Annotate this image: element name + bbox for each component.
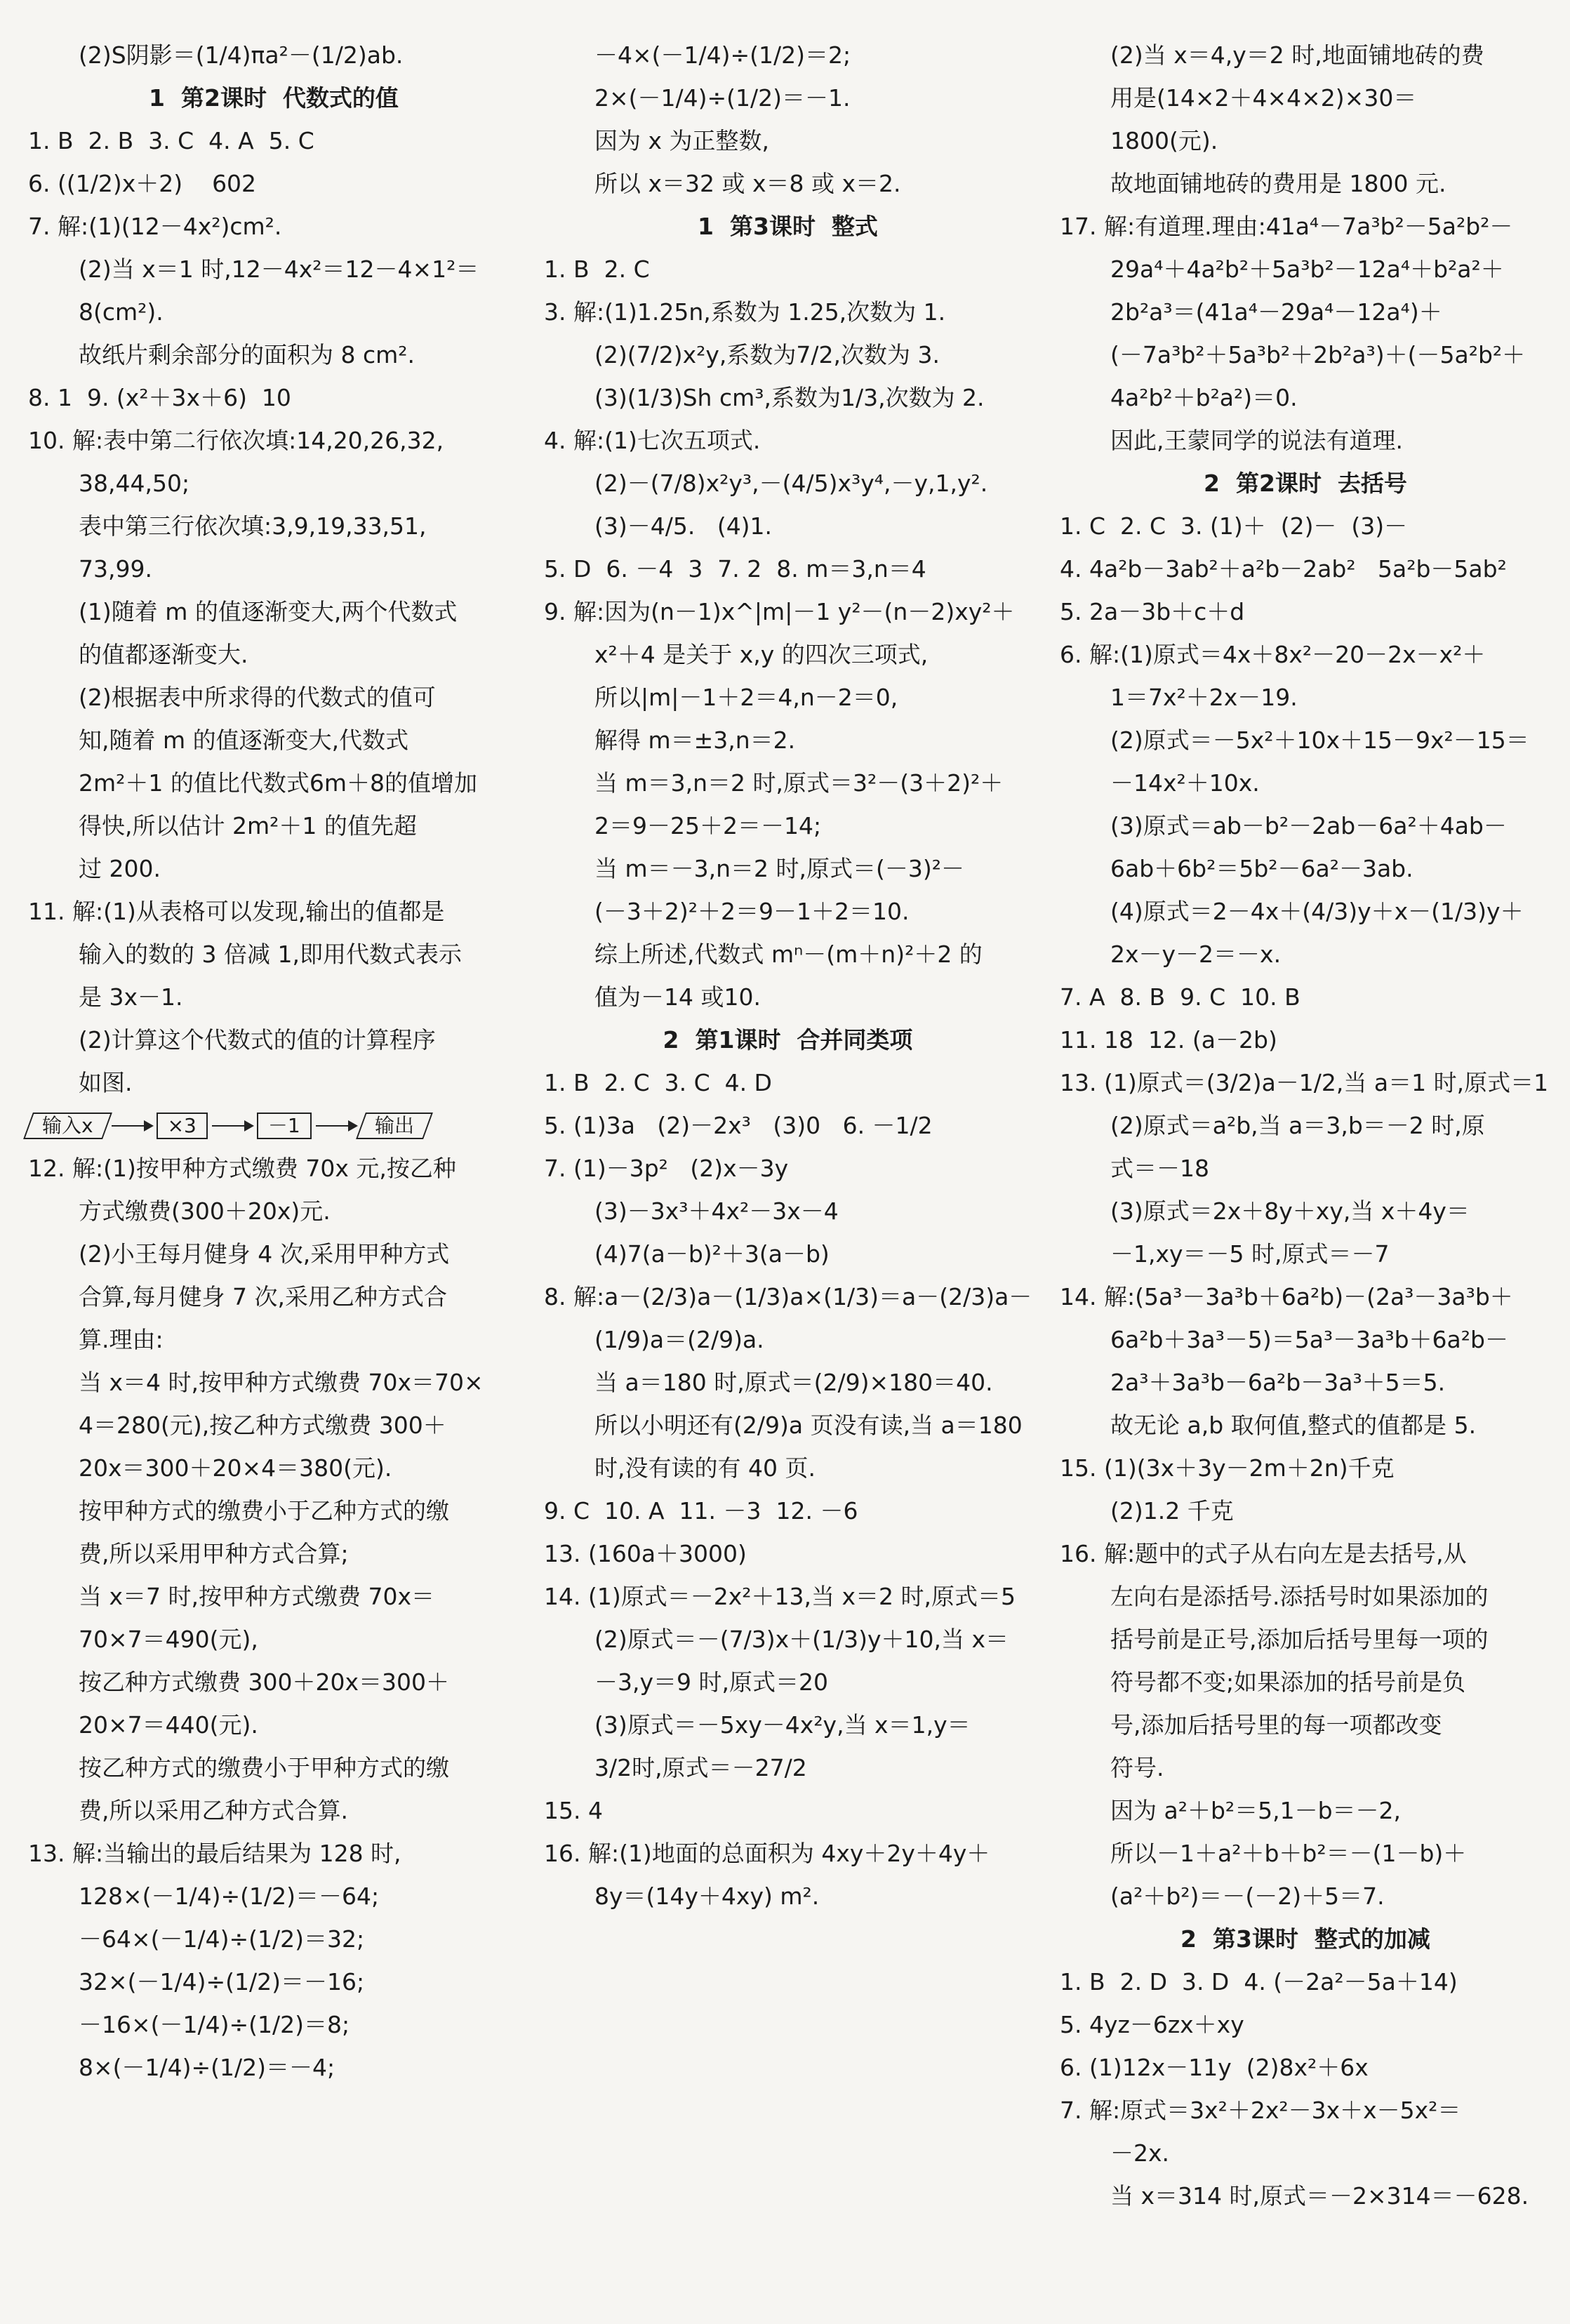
answer-line: 8. 解:a－(2/3)a－(1/3)a×(1/3)＝a－(2/3)a－ bbox=[544, 1283, 1032, 1310]
answer-line: 当 x＝314 时,原式＝－2×314＝－628. bbox=[1110, 2182, 1529, 2210]
answer-line: 2b²a³＝(41a⁴－29a⁴－12a⁴)＋ bbox=[1110, 298, 1442, 326]
answer-line: 当 m＝－3,n＝2 时,原式＝(－3)²－ bbox=[594, 855, 964, 882]
answer-line: 按乙种方式缴费 300＋20x＝300＋ bbox=[79, 1668, 449, 1696]
answer-line: 所以－1＋a²＋b＋b²＝－(1－b)＋ bbox=[1110, 1840, 1467, 1867]
answer-line: 2x－y－2＝－x. bbox=[1110, 941, 1282, 968]
section-heading: 2 第2课时 去括号 bbox=[1204, 470, 1407, 497]
answer-line: 因为 a²＋b²＝5,1－b＝－2, bbox=[1110, 1797, 1402, 1824]
answer-line: 17. 解:有道理.理由:41a⁴－7a³b²－5a²b²－ bbox=[1060, 213, 1513, 240]
answer-line: 5. 2a－3b＋c＋d bbox=[1060, 598, 1245, 625]
answer-line: 是 3x－1. bbox=[79, 983, 183, 1011]
answer-line: 2＝9－25＋2＝－14; bbox=[594, 812, 822, 839]
answer-line: 解得 m＝±3,n＝2. bbox=[594, 726, 796, 754]
answer-line: 8y＝(14y＋4xy) m². bbox=[594, 1883, 820, 1910]
flow-input-box-label: 输入x bbox=[42, 1113, 93, 1137]
flow-output-box bbox=[356, 1113, 433, 1139]
answer-line: 的值都逐渐变大. bbox=[79, 641, 248, 668]
flow-arrow bbox=[316, 1125, 357, 1127]
section-heading: 2 第3课时 整式的加减 bbox=[1180, 1925, 1430, 1953]
answer-line: 1. B 2. B 3. C 4. A 5. C bbox=[28, 127, 314, 154]
answer-line: 6. (1)12x－11y (2)8x²＋6x bbox=[1060, 2054, 1369, 2081]
answer-line: (3)－4/5. (4)1. bbox=[594, 512, 773, 540]
answer-line: 输入的数的 3 倍减 1,即用代数式表示 bbox=[79, 941, 462, 968]
answer-line: 因为 x 为正整数, bbox=[594, 127, 769, 154]
answer-line: 15. 4 bbox=[544, 1797, 603, 1824]
answer-line: (2)(7/2)x²y,系数为7/2,次数为 3. bbox=[594, 341, 940, 368]
answer-line: 10. 解:表中第二行依次填:14,20,26,32, bbox=[28, 427, 444, 454]
answer-line: 13. (1)原式＝(3/2)a－1/2,当 a＝1 时,原式＝1 bbox=[1060, 1069, 1549, 1096]
answer-line: 故地面铺地砖的费用是 1800 元. bbox=[1110, 170, 1446, 197]
column-left bbox=[28, 34, 519, 2089]
answer-line: (2)计算这个代数式的值的计算程序 bbox=[79, 1026, 436, 1054]
answer-line: 6a²b＋3a³－5)＝5a³－3a³b＋6a²b－ bbox=[1110, 1326, 1508, 1353]
answer-line: 6. ((1/2)x＋2) 602 bbox=[28, 170, 257, 197]
answer-line: 13. (160a＋3000) bbox=[544, 1540, 747, 1567]
answer-line: 16. 解:(1)地面的总面积为 4xy＋2y＋4y＋ bbox=[544, 1840, 990, 1867]
answer-line: 70×7＝490(元), bbox=[79, 1626, 258, 1653]
answer-line: 合算,每月健身 7 次,采用乙种方式合 bbox=[79, 1283, 447, 1310]
answer-line: 所以小明还有(2/9)a 页没有读,当 a＝180 bbox=[594, 1412, 1023, 1439]
answer-line: 费,所以采用甲种方式合算; bbox=[79, 1540, 349, 1567]
answer-line: 4. 解:(1)七次五项式. bbox=[544, 427, 761, 454]
answer-line: (2)小王每月健身 4 次,采用甲种方式 bbox=[79, 1240, 450, 1268]
answer-line: 128×(－1/4)÷(1/2)＝－64; bbox=[79, 1883, 380, 1910]
answer-line: (－3＋2)²＋2＝9－1＋2＝10. bbox=[594, 898, 910, 925]
answer-line: 20×7＝440(元). bbox=[79, 1711, 258, 1739]
flow-multiply-box-label: ×3 bbox=[167, 1113, 197, 1137]
answer-line: 38,44,50; bbox=[79, 470, 190, 497]
section-heading: 1 第3课时 整式 bbox=[698, 213, 878, 240]
answer-line: －4×(－1/4)÷(1/2)＝2; bbox=[594, 41, 851, 69]
section-heading: 1 第2课时 代数式的值 bbox=[149, 84, 399, 112]
answer-line: 过 200. bbox=[79, 855, 161, 882]
answer-line: 按乙种方式的缴费小于甲种方式的缴 bbox=[79, 1754, 449, 1781]
answer-line: (4)7(a－b)²＋3(a－b) bbox=[594, 1240, 830, 1268]
answer-line: 所以 x＝32 或 x＝8 或 x＝2. bbox=[594, 170, 901, 197]
answer-line: (3)(1/3)Sh cm³,系数为1/3,次数为 2. bbox=[594, 384, 985, 411]
answer-line: 7. 解:原式＝3x²＋2x²－3x＋x－5x²＝ bbox=[1060, 2097, 1461, 2124]
answer-line: 9. 解:因为(n－1)x^|m|－1 y²－(n－2)xy²＋ bbox=[544, 598, 1015, 625]
answer-line: 符号都不变;如果添加的括号前是负 bbox=[1110, 1668, 1466, 1696]
answer-line: 7. A 8. B 9. C 10. B bbox=[1060, 983, 1300, 1011]
answer-line: 1800(元). bbox=[1110, 127, 1218, 154]
answer-line: 用是(14×2＋4×4×2)×30＝ bbox=[1110, 84, 1417, 112]
answer-line: (2)根据表中所求得的代数式的值可 bbox=[79, 684, 436, 711]
answer-line: 当 m＝3,n＝2 时,原式＝3²－(3＋2)²＋ bbox=[594, 769, 1004, 797]
answer-line: (2)当 x＝4,y＝2 时,地面铺地砖的费 bbox=[1110, 41, 1484, 69]
answer-line: (2)原式＝－5x²＋10x＋15－9x²－15＝ bbox=[1110, 726, 1529, 754]
flow-input-box bbox=[23, 1113, 112, 1139]
flow-output-box-label: 输出 bbox=[374, 1113, 414, 1137]
answer-line: －1,xy＝－5 时,原式＝－7 bbox=[1110, 1240, 1390, 1268]
answer-line: －14x²＋10x. bbox=[1110, 769, 1260, 797]
answer-line: 故纸片剩余部分的面积为 8 cm². bbox=[79, 341, 415, 368]
answer-line: －16×(－1/4)÷(1/2)＝8; bbox=[79, 2011, 350, 2038]
answer-line: 4＝280(元),按乙种方式缴费 300＋ bbox=[79, 1412, 446, 1439]
answer-line: 按甲种方式的缴费小于乙种方式的缴 bbox=[79, 1497, 449, 1525]
answer-line: 7. (1)－3p² (2)x－3y bbox=[544, 1155, 789, 1182]
answer-line: 括号前是正号,添加后括号里每一项的 bbox=[1110, 1626, 1489, 1653]
answer-line: －3,y＝9 时,原式＝20 bbox=[594, 1668, 828, 1696]
answer-line: 左向右是添括号.添括号时如果添加的 bbox=[1110, 1583, 1489, 1610]
answer-line: 14. 解:(5a³－3a³b＋6a²b)－(2a³－3a³b＋ bbox=[1060, 1283, 1513, 1310]
answer-line: (4)原式＝2－4x＋(4/3)y＋x－(1/3)y＋ bbox=[1110, 898, 1524, 925]
answer-line: 8. 1 9. (x²＋3x＋6) 10 bbox=[28, 384, 291, 411]
answer-line: (2)原式＝a²b,当 a＝3,b＝－2 时,原 bbox=[1110, 1112, 1485, 1139]
answer-line: 5. 4yz－6zx＋xy bbox=[1060, 2011, 1244, 2038]
answer-line: (2)1.2 千克 bbox=[1110, 1497, 1234, 1525]
answer-line: 15. (1)(3x＋3y－2m＋2n)千克 bbox=[1060, 1454, 1395, 1482]
answer-line: 11. 18 12. (a－2b) bbox=[1060, 1026, 1277, 1054]
answer-line: 9. C 10. A 11. －3 12. －6 bbox=[544, 1497, 858, 1525]
answer-line: 符号. bbox=[1110, 1754, 1164, 1781]
calculation-flowchart bbox=[28, 1104, 519, 1147]
answer-line: 2a³＋3a³b－6a²b－3a³＋5＝5. bbox=[1110, 1369, 1446, 1396]
answer-line: 当 a＝180 时,原式＝(2/9)×180＝40. bbox=[594, 1369, 993, 1396]
answer-line: 6. 解:(1)原式＝4x＋8x²－20－2x－x²＋ bbox=[1060, 641, 1486, 668]
answer-line: 综上所述,代数式 mⁿ－(m＋n)²＋2 的 bbox=[594, 941, 983, 968]
flow-arrow bbox=[112, 1125, 152, 1127]
answer-line: 3. 解:(1)1.25n,系数为 1.25,次数为 1. bbox=[544, 298, 946, 326]
answer-line: 5. D 6. －4 3 7. 2 8. m＝3,n＝4 bbox=[544, 555, 926, 583]
answer-line: 32×(－1/4)÷(1/2)＝－16; bbox=[79, 1968, 365, 1996]
answer-line: (3)原式＝－5xy－4x²y,当 x＝1,y＝ bbox=[594, 1711, 971, 1739]
answer-line: 4a²b²＋b²a²)＝0. bbox=[1110, 384, 1298, 411]
answer-line: 8(cm²). bbox=[79, 298, 164, 326]
answer-line: (2)－(7/8)x²y³,－(4/5)x³y⁴,－y,1,y². bbox=[594, 470, 988, 497]
answer-line: 时,没有读的有 40 页. bbox=[594, 1454, 816, 1482]
answer-line: 8×(－1/4)÷(1/2)＝－4; bbox=[79, 2054, 335, 2081]
answer-line: 2×(－1/4)÷(1/2)＝－1. bbox=[594, 84, 851, 112]
answer-line: 当 x＝4 时,按甲种方式缴费 70x＝70× bbox=[79, 1369, 484, 1396]
answer-line: －2x. bbox=[1110, 2139, 1170, 2167]
answer-line: 1＝7x²＋2x－19. bbox=[1110, 684, 1298, 711]
answer-line: 73,99. bbox=[79, 555, 152, 583]
answer-line: 20x＝300＋20×4＝380(元). bbox=[79, 1454, 392, 1482]
answer-line: 知,随着 m 的值逐渐变大,代数式 bbox=[79, 726, 409, 754]
flow-multiply-box bbox=[157, 1113, 208, 1139]
answer-line: (3)－3x³＋4x²－3x－4 bbox=[594, 1197, 839, 1225]
answer-line: 29a⁴＋4a²b²＋5a³b²－12a⁴＋b²a²＋ bbox=[1110, 255, 1504, 283]
answer-line: x²＋4 是关于 x,y 的四次三项式, bbox=[594, 641, 929, 668]
answer-line: 1. B 2. D 3. D 4. (－2a²－5a＋14) bbox=[1060, 1968, 1458, 1996]
answer-line: 5. (1)3a (2)－2x³ (3)0 6. －1/2 bbox=[544, 1112, 933, 1139]
answer-line: (2)原式＝－(7/3)x＋(1/3)y＋10,当 x＝ bbox=[594, 1626, 1009, 1653]
answer-line: 表中第三行依次填:3,9,19,33,51, bbox=[79, 512, 427, 540]
answer-line: (2)当 x＝1 时,12－4x²＝12－4×1²＝ bbox=[79, 255, 479, 283]
flow-subtract-box-label: －1 bbox=[267, 1113, 300, 1137]
answer-line: 11. 解:(1)从表格可以发现,输出的值都是 bbox=[28, 898, 445, 925]
answer-line: 号,添加后括号里的每一项都改变 bbox=[1110, 1711, 1442, 1739]
answer-line: 6ab＋6b²＝5b²－6a²－3ab. bbox=[1110, 855, 1413, 882]
answer-line: (1)随着 m 的值逐渐变大,两个代数式 bbox=[79, 598, 458, 625]
answer-line: (3)原式＝ab－b²－2ab－6a²＋4ab－ bbox=[1110, 812, 1507, 839]
answer-line: 4. 4a²b－3ab²＋a²b－2ab² 5a²b－5ab² bbox=[1060, 555, 1507, 583]
answer-line: 值为－14 或10. bbox=[594, 983, 761, 1011]
answer-line: (a²＋b²)＝－(－2)＋5＝7. bbox=[1110, 1883, 1385, 1910]
answer-line: 1. C 2. C 3. (1)＋ (2)－ (3)－ bbox=[1060, 512, 1408, 540]
answer-line: 16. 解:题中的式子从右向左是去括号,从 bbox=[1060, 1540, 1467, 1567]
answer-line: (－7a³b²＋5a³b²＋2b²a³)＋(－5a²b²＋ bbox=[1110, 341, 1526, 368]
answer-line: 得快,所以估计 2m²＋1 的值先超 bbox=[79, 812, 417, 839]
answer-line: 2m²＋1 的值比代数式6m＋8的值增加 bbox=[79, 769, 477, 797]
flow-arrow bbox=[212, 1125, 253, 1127]
answer-line: 当 x＝7 时,按甲种方式缴费 70x＝ bbox=[79, 1583, 435, 1610]
answer-line: (3)原式＝2x＋8y＋xy,当 x＋4y＝ bbox=[1110, 1197, 1470, 1225]
answer-line: (1/9)a＝(2/9)a. bbox=[594, 1326, 764, 1353]
answer-line: 故无论 a,b 取何值,整式的值都是 5. bbox=[1110, 1412, 1477, 1439]
answer-line: 因此,王蒙同学的说法有道理. bbox=[1110, 427, 1403, 454]
answer-line: 1. B 2. C bbox=[544, 255, 650, 283]
column-right bbox=[1060, 34, 1551, 2217]
answer-line: 12. 解:(1)按甲种方式缴费 70x 元,按乙种 bbox=[28, 1155, 456, 1182]
answer-line: 7. 解:(1)(12－4x²)cm². bbox=[28, 213, 282, 240]
answer-line: 方式缴费(300＋20x)元. bbox=[79, 1197, 331, 1225]
column-middle bbox=[544, 34, 1032, 1918]
answer-line: 算.理由: bbox=[79, 1326, 164, 1353]
answer-line: 14. (1)原式＝－2x²＋13,当 x＝2 时,原式＝5 bbox=[544, 1583, 1016, 1610]
section-heading: 2 第1课时 合并同类项 bbox=[663, 1026, 913, 1054]
answer-line: 费,所以采用乙种方式合算. bbox=[79, 1797, 348, 1824]
answer-line: 3/2时,原式＝－27/2 bbox=[594, 1754, 807, 1781]
answer-line: 式＝－18 bbox=[1110, 1155, 1209, 1182]
answer-line: 1. B 2. C 3. C 4. D bbox=[544, 1069, 772, 1096]
answer-line: 13. 解:当输出的最后结果为 128 时, bbox=[28, 1840, 401, 1867]
answer-line: －64×(－1/4)÷(1/2)＝32; bbox=[79, 1925, 365, 1953]
answer-line: 所以|m|－1＋2＝4,n－2＝0, bbox=[594, 684, 898, 711]
answer-line: 如图. bbox=[79, 1069, 133, 1096]
flow-subtract-box bbox=[257, 1113, 312, 1139]
answer-line: (2)S阴影＝(1/4)πa²－(1/2)ab. bbox=[79, 41, 404, 69]
